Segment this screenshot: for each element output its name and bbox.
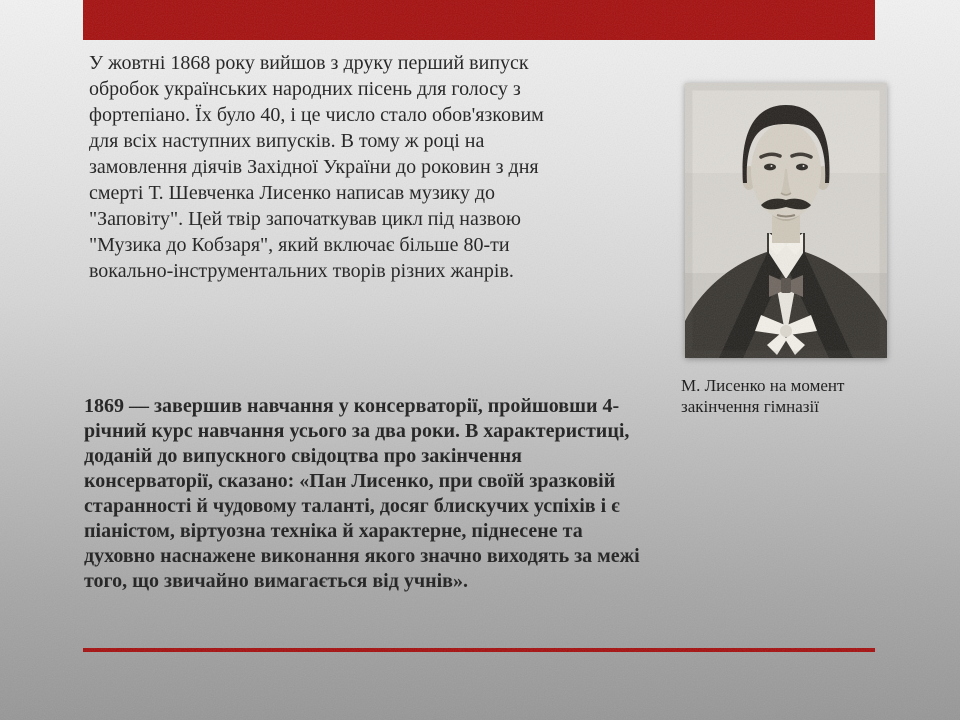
portrait-photo	[685, 83, 887, 358]
portrait-illustration	[685, 83, 887, 358]
header-bar	[83, 0, 875, 40]
intro-paragraph: У жовтні 1868 року вийшов з друку перший випуск обробок українських народних пісень для голосу з фортепіано. Їх було 40, і це число стало обов'язковим для всіх наступних випусків. В тому ж році на замовлення діячів Західної України до роковин з дня смерті Т. Шевченка Лисенко написав музику до "Заповіту". Цей твір започаткував цикл під назвою "Музика до Кобзаря", який включає більше 80-ти вокально-інструментальних творів різних жанрів.	[89, 52, 544, 282]
graduation-paragraph: 1869 — завершив навчання у консерваторії, пройшовши 4-річний курс навчання усього за два роки. В характеристиці, доданій до випускного свідоцтва про закінчення консерваторії, сказано: «Пан Лисенко, при своїй зразковій старанності й чудовому таланті, досяг блискучих успіхів і є піаністом, віртуозна техніка й характерне, піднесене та духовно наснажене виконання якого значно виходять за межі того, що звичайно вимагається від учнів».	[84, 395, 640, 592]
divider-line	[83, 648, 875, 652]
photo-caption: М. Лисенко на момент закінчення гімназії	[681, 376, 845, 416]
